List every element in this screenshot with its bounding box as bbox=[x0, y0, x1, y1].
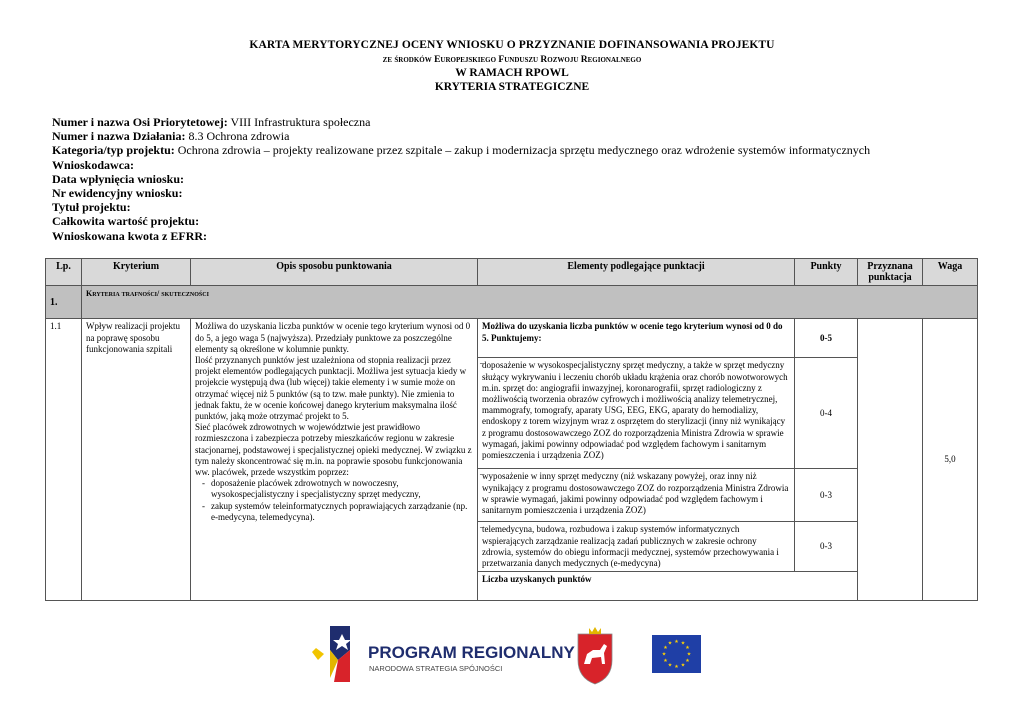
svg-text:★: ★ bbox=[680, 662, 686, 669]
points-total-label: Liczba uzyskanych punktów bbox=[478, 572, 858, 601]
svg-text:★: ★ bbox=[680, 640, 686, 647]
element-item: – doposażenie w wysokospecjalistyczny sprzęt medyczny, a także w sprzęt medyczny służący wykrywaniu i leczeniu chorób układu krążenia oraz chorób nowotworowych m.in. sprzęt do: angiografii inwazyjnej, koronarografii, sprzęt radiologiczny z możliwością tworzenia obrazów cyfrowych i możliwością analizy telemetrycznej, mammografy, tomografy, aparaty USG, EEG, EKG, aparaty do hemodializy, endoskopy z torem wizyjnym wraz z osprzętem do sterylizacji (inny niż wynikający z programu dostosowawczego ZOZ do rozporządzenia Ministra Zdrowia w sprawie wymagań, jakimi powinny odpowiadać pod względem fachowym i sanitarnym pomieszczenia i urządzenia ZOZ) bbox=[478, 358, 795, 469]
meta-receipt-date: Data wpłynięcia wniosku: bbox=[52, 171, 185, 186]
meta-priority-axis: Numer i nazwa Osi Priorytetowej: VIII Infrastruktura społeczna bbox=[52, 115, 371, 129]
section-number: 1. bbox=[46, 286, 82, 319]
header-opis: Opis sposobu punktowania bbox=[191, 259, 478, 286]
row-number: 1.1 bbox=[46, 319, 82, 601]
list-item: - zakup systemów teleinformatycznych poprawiających zarządzanie (np. e-medycyna, telemedycyna). bbox=[211, 501, 473, 523]
description-paragraph: Ilość przyznanych punktów jest uzależniona od stopnia realizacji przez projekt elementów podlegających punktacji. Możliwa jest sytuacja kiedy w projekcie występują dwa (lub więcej) takie elementy i w sumie może on otrzymać więcej niż 5 punktów (są to tzw. małe punkty). Nie zmienia to jednak faktu, że w ocenie końcowej danego kryterium maksymalna ilość punktów, jaką może otrzymać projekt to 5. bbox=[195, 355, 467, 422]
header-przyznana: Przyznana punktacja bbox=[858, 259, 923, 286]
document-program: W RAMACH RPOWL bbox=[455, 67, 569, 79]
description-paragraph: Sieć placówek zdrowotnych w województwie jest prawidłowo rozmieszczona i zabezpiecza potrzeby mieszkańców regionu w zakresie stacjonarnej, podstawowej i specjalistycznej opieki medycznej. W związku z tym należy skoncentrować się m.in. na poprawie sposobu funkcjonowania ww. placówek, przede wszystkim poprzez: bbox=[195, 422, 472, 478]
element-points: 0-3 bbox=[795, 469, 858, 522]
project-metadata bbox=[52, 115, 870, 243]
awarded-points-cell[interactable] bbox=[858, 319, 923, 601]
lubelskie-crest-icon bbox=[578, 627, 612, 684]
svg-text:★: ★ bbox=[661, 651, 667, 658]
svg-text:★: ★ bbox=[667, 662, 673, 669]
nss-logo-icon bbox=[312, 622, 354, 686]
meta-applicant: Wnioskodawca: bbox=[52, 157, 135, 172]
meta-action: Numer i nazwa Działania: 8.3 Ochrona zdrowia bbox=[52, 129, 290, 144]
element-points: 0-4 bbox=[795, 358, 858, 469]
meta-total-value: Całkowita wartość projektu: bbox=[52, 214, 200, 229]
svg-text:★: ★ bbox=[663, 658, 668, 664]
elements-header: Możliwa do uzyskania liczba punktów w ocenie tego kryterium wynosi od 0 do 5. Punktujemy: bbox=[478, 319, 795, 358]
svg-text:★: ★ bbox=[663, 645, 668, 651]
svg-text:★: ★ bbox=[686, 651, 692, 658]
description-list bbox=[195, 478, 473, 523]
meta-project-title: Tytuł projektu: bbox=[52, 200, 131, 215]
footer-logo-strip bbox=[0, 620, 1024, 690]
element-item: – telemedycyna, budowa, rozbudowa i zakup systemów informatycznych wspierających zarządzanie realizacją zadań publicznych w zakresie ochrony zdrowia, systemów do obiegu informacji medycznej, systemów przechowywania i przetwarzania danych medycznych (e-medycyna) bbox=[478, 522, 795, 572]
document-title: KARTA MERYTORYCZNEJ OCENY WNIOSKU O PRZYZNANIE DOFINANSOWANIA PROJEKTU bbox=[249, 39, 775, 51]
section-row bbox=[46, 286, 978, 319]
svg-text:★: ★ bbox=[685, 645, 690, 651]
elements-header-points: 0-5 bbox=[795, 319, 858, 358]
element-points: 0-3 bbox=[795, 522, 858, 572]
description-paragraph: Możliwa do uzyskania liczba punktów w ocenie tego kryterium wynosi od 0 do 5, a jego waga 5 (najwyższa). Przedziały punktowe za poszczególne elementy są określone w kolumnie punkty. bbox=[195, 321, 471, 354]
svg-text:★: ★ bbox=[674, 664, 679, 670]
svg-text:★: ★ bbox=[674, 639, 679, 645]
header-kryterium: Kryterium bbox=[82, 259, 191, 286]
section-name: Kryteria trafności/ skuteczności bbox=[82, 286, 978, 319]
row-description bbox=[191, 319, 478, 601]
document-subtitle: ze środków Europejskiego Funduszu Rozwoju Regionalnego bbox=[382, 55, 642, 65]
meta-project-type: Kategoria/typ projektu: Ochrona zdrowia – projekty realizowane przez szpitale – zakup i modernizacja sprzętu medycznego oraz wdrożenie systemów informatycznych bbox=[52, 143, 871, 158]
table-header-row bbox=[46, 259, 978, 286]
meta-registry-number: Nr ewidencyjny wniosku: bbox=[52, 186, 183, 201]
footer-logos bbox=[0, 620, 1024, 690]
eu-flag-icon bbox=[652, 635, 701, 673]
header-waga: Waga bbox=[923, 259, 978, 286]
header-lp: Lp. bbox=[46, 259, 82, 286]
header-elementy: Elementy podlegające punktacji bbox=[478, 259, 795, 286]
criteria-table bbox=[45, 258, 978, 601]
table-row bbox=[46, 319, 978, 358]
document-section-title: KRYTERIA STRATEGICZNE bbox=[434, 81, 590, 93]
element-item: – wyposażenie w inny sprzęt medyczny (niż wskazany powyżej, oraz inny niż wynikający z programu dostosowawczego ZOZ do rozporządzenia Ministra Zdrowia w sprawie wymagań, jakimi powinny odpowiadać pod względem fachowym i sanitarnym pomieszczenia i urządzenia ZOZ) bbox=[478, 469, 795, 522]
svg-text:★: ★ bbox=[685, 658, 690, 664]
program-subtitle: NARODOWA STRATEGIA SPÓJNOŚCI bbox=[369, 664, 503, 673]
weight-value: 5,0 bbox=[923, 319, 978, 601]
program-title: PROGRAM REGIONALNY bbox=[368, 643, 575, 662]
row-criterion: Wpływ realizacji projektu na poprawę sposobu funkcjonowania szpitali bbox=[82, 319, 191, 601]
meta-requested-amount: Wnioskowana kwota z EFRR: bbox=[52, 228, 208, 243]
list-item: - doposażenie placówek zdrowotnych w nowoczesny, wysokospecjalistyczny i specjalistyczny sprzęt medyczny, bbox=[211, 478, 473, 500]
header-punkty: Punkty bbox=[795, 259, 858, 286]
svg-text:★: ★ bbox=[667, 640, 673, 647]
